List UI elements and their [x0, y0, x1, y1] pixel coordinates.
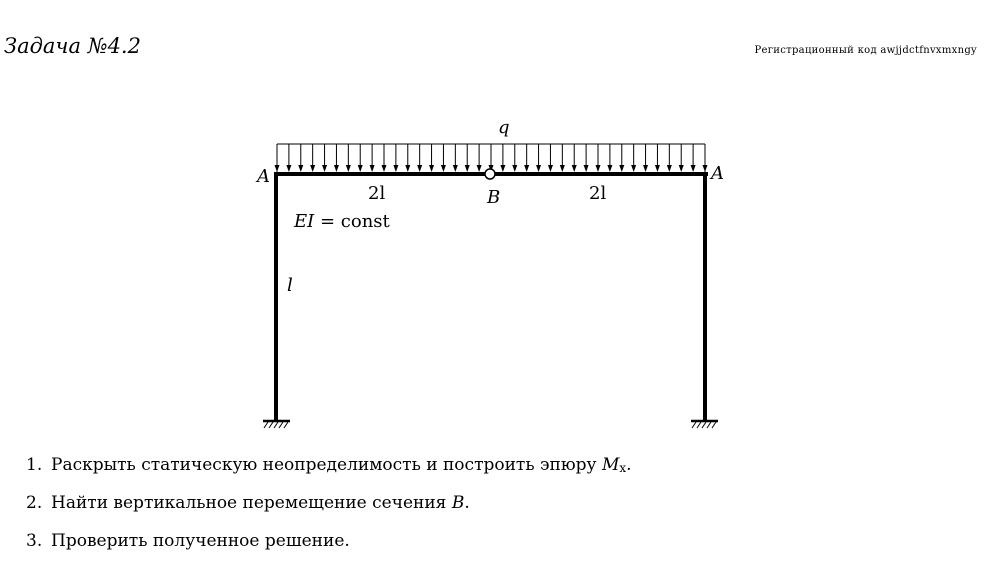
load-arrow-head — [358, 165, 363, 172]
support-hatch — [712, 422, 716, 428]
hinge-label-b: B — [487, 187, 501, 208]
load-arrow-head — [429, 165, 434, 172]
load-arrow-head — [334, 165, 339, 172]
support-hatch — [284, 422, 288, 428]
load-arrow-head — [441, 165, 446, 172]
load-arrow-head — [393, 165, 398, 172]
load-arrow-head — [584, 165, 589, 172]
load-arrow-head — [572, 165, 577, 172]
load-arrow-head — [524, 165, 529, 172]
span-label-left: 2l — [368, 183, 386, 204]
support-hatch — [279, 422, 283, 428]
load-arrow-head — [322, 165, 327, 172]
load-label-q: q — [498, 117, 510, 138]
node-label-a-right: A — [711, 163, 724, 184]
load-arrow-head — [465, 165, 470, 172]
task-list — [26, 454, 632, 568]
load-arrow-head — [382, 165, 387, 172]
load-arrow-head — [417, 165, 422, 172]
load-arrow-head — [370, 165, 375, 172]
task-item: 1. Раскрыть статическую неопределимость и построить эпюру Mx. — [26, 455, 632, 475]
load-arrow-head — [298, 165, 303, 172]
column-length-label: l — [287, 275, 293, 296]
node-label-a-left: A — [257, 166, 270, 187]
load-arrow-head — [619, 165, 624, 172]
load-arrow-head — [679, 165, 684, 172]
problem-title: Задача №4.2 — [4, 34, 141, 58]
load-arrow-head — [536, 165, 541, 172]
stiffness-label: EI = const — [294, 211, 390, 232]
load-arrow-head — [453, 165, 458, 172]
task-item: 2. Найти вертикальное перемещение сечения B. — [26, 493, 470, 513]
load-arrows — [275, 144, 708, 172]
support-hatch — [692, 422, 696, 428]
load-arrow-head — [512, 165, 517, 172]
load-arrow-head — [477, 165, 482, 172]
load-arrow-head — [596, 165, 601, 172]
registration-code: Регистрационный код awjjdctfnvxmxngy — [754, 45, 977, 56]
load-arrow-head — [667, 165, 672, 172]
load-arrow-head — [643, 165, 648, 172]
support-hatch — [269, 422, 273, 428]
support-hatch — [697, 422, 701, 428]
left-fixed-support — [263, 421, 290, 428]
load-arrow-head — [607, 165, 612, 172]
load-arrow-head — [286, 165, 291, 172]
load-arrow-head — [405, 165, 410, 172]
load-arrow-head — [691, 165, 696, 172]
support-hatch — [274, 422, 278, 428]
load-arrow-head — [631, 165, 636, 172]
load-arrow-head — [346, 165, 351, 172]
load-arrow-head — [310, 165, 315, 172]
span-label-right: 2l — [589, 183, 607, 204]
load-arrow-head — [560, 165, 565, 172]
support-hatch — [707, 422, 711, 428]
load-arrow-head — [275, 165, 280, 172]
load-arrow-head — [500, 165, 505, 172]
load-arrow-head — [703, 165, 708, 172]
task-item: 3. Проверить полученное решение. — [26, 531, 350, 551]
support-hatch — [702, 422, 706, 428]
right-fixed-support — [691, 421, 718, 428]
hinge-b — [485, 169, 495, 179]
load-arrow-head — [655, 165, 660, 172]
load-arrow-head — [548, 165, 553, 172]
support-hatch — [264, 422, 268, 428]
